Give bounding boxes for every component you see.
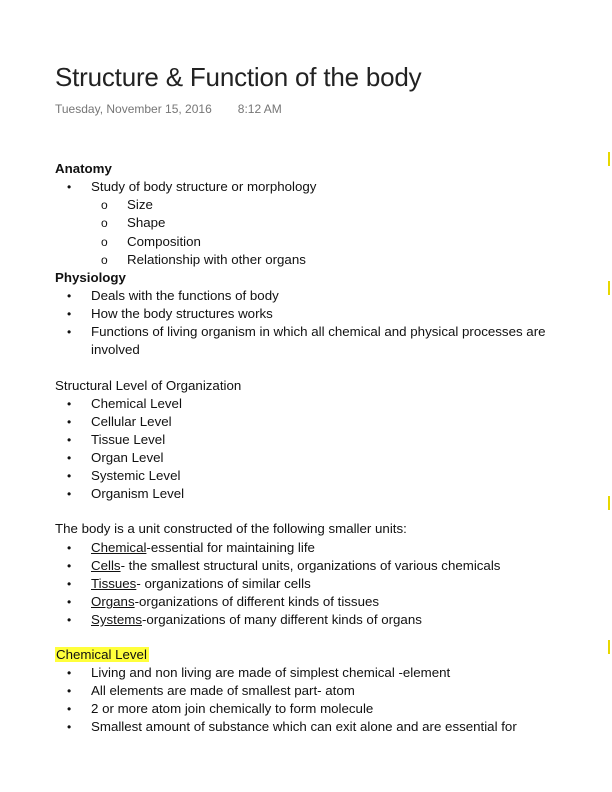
unit-item <box>67 575 311 593</box>
structural-level-text: Chemical Level <box>91 396 182 411</box>
anatomy-sub-item <box>101 196 153 214</box>
chemical-level-text: Smallest amount of substance which can exit alone and are essential for <box>91 719 517 734</box>
sub-bullet-marker: o <box>101 235 108 249</box>
margin-mark <box>608 496 610 510</box>
unit-term: Cells <box>91 558 121 573</box>
anatomy-sub-item <box>101 233 201 251</box>
structural-level-item <box>67 467 180 485</box>
unit-desc: -essential for maintaining life <box>146 540 315 555</box>
unit-desc: - the smallest structural units, organizations of various chemicals <box>120 558 501 573</box>
chemical-level-text: All elements are made of smallest part- atom <box>91 683 355 698</box>
physiology-item-text: How the body structures works <box>91 306 273 321</box>
anatomy-sub-item <box>101 214 165 232</box>
unit-term: Organs <box>91 594 135 609</box>
unit-term: Chemical <box>91 540 147 555</box>
bullet-marker: • <box>67 433 72 447</box>
sub-bullet-marker: o <box>101 253 108 267</box>
bullet-marker: • <box>67 289 72 303</box>
anatomy-sub-item-text: Composition <box>127 234 201 249</box>
anatomy-heading: Anatomy <box>55 161 112 176</box>
anatomy-sub-item <box>101 251 306 269</box>
physiology-item <box>67 323 546 341</box>
anatomy-item-text: Study of body structure or morphology <box>91 179 317 194</box>
bullet-marker: • <box>67 180 72 194</box>
anatomy-item <box>67 178 316 196</box>
anatomy-sub-item-text: Relationship with other organs <box>127 252 306 267</box>
bullet-marker: • <box>67 684 72 698</box>
margin-mark <box>608 281 610 295</box>
sub-bullet-marker: o <box>101 216 108 230</box>
unit-term: Tissues <box>91 576 137 591</box>
physiology-heading: Physiology <box>55 270 126 285</box>
bullet-marker: • <box>67 451 72 465</box>
chemical-level-item <box>67 682 355 700</box>
sub-bullet-marker: o <box>101 198 108 212</box>
bullet-marker: • <box>67 702 72 716</box>
page-title: Structure & Function of the body <box>55 62 422 92</box>
unit-desc: -organizations of many different kinds of organs <box>141 612 422 627</box>
unit-item <box>67 539 315 557</box>
chemical-level-heading <box>55 646 149 664</box>
structural-level-text: Systemic Level <box>91 468 181 483</box>
bullet-marker: • <box>67 720 72 734</box>
physiology-item-continuation: involved <box>91 342 140 357</box>
chemical-level-text: 2 or more atom join chemically to form molecule <box>91 701 374 716</box>
physiology-item-text: Functions of living organism in which all chemical and physical processes are <box>91 324 546 339</box>
unit-desc: -organizations of different kinds of tissues <box>134 594 380 609</box>
unit-term: Systems <box>91 612 142 627</box>
margin-mark <box>608 640 610 654</box>
bullet-marker: • <box>67 415 72 429</box>
unit-desc: - organizations of similar cells <box>136 576 311 591</box>
structural-level-item <box>67 413 172 431</box>
chemical-level-item <box>67 700 373 718</box>
highlighted-text: Chemical Level <box>56 647 147 662</box>
structural-level-item <box>67 449 163 467</box>
units-intro: The body is a unit constructed of the following smaller units: <box>55 521 407 536</box>
chemical-level-item <box>67 664 450 682</box>
structural-levels-heading: Structural Level of Organization <box>55 378 242 393</box>
chemical-level-text: Living and non living are made of simplest chemical -element <box>91 665 451 680</box>
page-time: 8:12 AM <box>237 102 282 116</box>
anatomy-sub-item-text: Size <box>127 197 153 212</box>
structural-level-item <box>67 395 182 413</box>
bullet-marker: • <box>67 487 72 501</box>
bullet-marker: • <box>67 541 72 555</box>
page-date: Tuesday, November 15, 2016 <box>55 102 212 116</box>
chemical-level-item <box>67 718 517 736</box>
physiology-item-text: Deals with the functions of body <box>91 288 279 303</box>
bullet-marker: • <box>67 307 72 321</box>
page-timestamp <box>55 102 282 116</box>
structural-level-text: Organ Level <box>91 450 164 465</box>
bullet-marker: • <box>67 397 72 411</box>
structural-level-text: Tissue Level <box>91 432 166 447</box>
bullet-marker: • <box>67 666 72 680</box>
bullet-marker: • <box>67 613 72 627</box>
bullet-marker: • <box>67 577 72 591</box>
bullet-marker: • <box>67 325 72 339</box>
unit-item <box>67 593 379 611</box>
structural-level-text: Cellular Level <box>91 414 172 429</box>
unit-item <box>67 557 500 575</box>
bullet-marker: • <box>67 595 72 609</box>
bullet-marker: • <box>67 469 72 483</box>
structural-level-item <box>67 431 165 449</box>
anatomy-sub-item-text: Shape <box>127 215 166 230</box>
physiology-item <box>67 287 279 305</box>
unit-item <box>67 611 422 629</box>
physiology-item <box>67 305 273 323</box>
structural-level-text: Organism Level <box>91 486 185 501</box>
margin-mark <box>608 152 610 166</box>
bullet-marker: • <box>67 559 72 573</box>
structural-level-item <box>67 485 184 503</box>
